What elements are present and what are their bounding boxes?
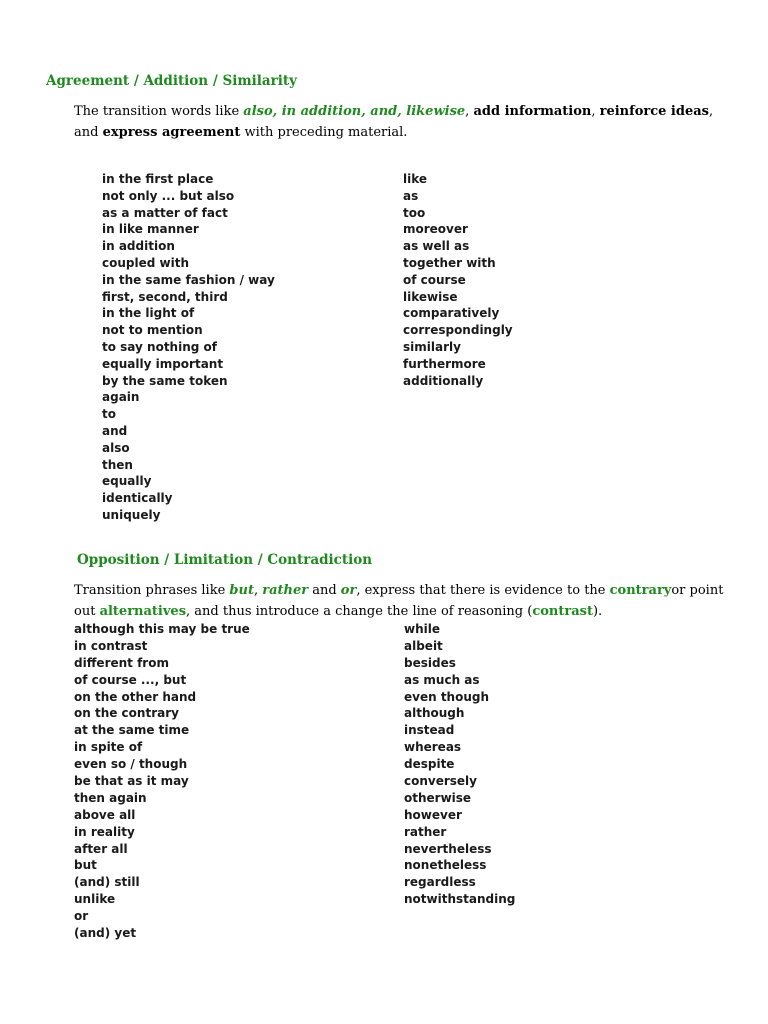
list-item: too xyxy=(403,205,426,220)
list-item: furthermore xyxy=(403,356,486,371)
intro-text: Transition phrases like xyxy=(74,583,230,598)
list-item: coupled with xyxy=(102,255,189,270)
intro-text: , xyxy=(465,104,474,119)
intro-example: rather xyxy=(262,583,309,598)
list-item: nonetheless xyxy=(404,858,487,873)
section-intro-agreement xyxy=(74,101,734,143)
list-item: even though xyxy=(404,689,490,704)
list-item: in the same fashion / way xyxy=(102,272,275,287)
list-item: then again xyxy=(74,790,147,805)
list-item: in the first place xyxy=(102,172,214,186)
intro-text: or point out xyxy=(74,583,724,619)
list-item: and xyxy=(102,423,128,438)
intro-text: , xyxy=(591,104,600,119)
list-item: rather xyxy=(404,824,447,839)
list-item: in spite of xyxy=(74,740,143,755)
list-item: not to mention xyxy=(102,323,203,338)
list-item: (and) still xyxy=(74,875,140,890)
word-list-agreement-left xyxy=(102,171,275,524)
list-item: in reality xyxy=(74,824,135,839)
intro-text: The transition words like xyxy=(74,104,244,119)
list-item: albeit xyxy=(404,638,443,653)
list-item: while xyxy=(404,622,440,636)
list-item: equally xyxy=(102,474,152,489)
list-item: on the other hand xyxy=(74,689,197,704)
intro-example: or xyxy=(340,583,357,598)
list-item: notwithstanding xyxy=(404,892,516,907)
list-item: again xyxy=(102,390,140,405)
list-item: identically xyxy=(102,491,173,506)
list-item: after all xyxy=(74,841,128,856)
list-item: despite xyxy=(404,757,455,772)
list-item: different from xyxy=(74,655,169,670)
list-item: in addition xyxy=(102,239,175,254)
list-item: also xyxy=(102,440,130,455)
list-item: as well as xyxy=(403,239,470,254)
list-item: unlike xyxy=(74,892,116,907)
word-list-opposition-left xyxy=(74,621,250,942)
list-item: however xyxy=(404,807,462,822)
list-item: nevertheless xyxy=(404,841,492,856)
list-item: on the contrary xyxy=(74,706,179,721)
list-item: but xyxy=(74,858,97,873)
intro-green-term: contrast xyxy=(532,604,593,619)
intro-bold-term: reinforce ideas xyxy=(599,104,709,119)
list-item: of course ..., but xyxy=(74,672,187,687)
list-item: whereas xyxy=(404,740,462,755)
intro-text: , xyxy=(253,583,263,598)
list-item: moreover xyxy=(403,222,468,237)
list-item: above all xyxy=(74,807,136,822)
intro-bold-term: add information xyxy=(473,104,592,119)
list-item: uniquely xyxy=(102,507,161,522)
list-item: correspondingly xyxy=(403,323,513,338)
list-item: similarly xyxy=(403,339,461,354)
list-item: comparatively xyxy=(403,306,500,321)
list-item: as much as xyxy=(404,672,480,687)
list-item: in the light of xyxy=(102,306,195,321)
list-item: as a matter of fact xyxy=(102,205,228,220)
list-item: instead xyxy=(404,723,455,738)
list-item: to xyxy=(102,407,116,422)
word-list-opposition-right xyxy=(404,621,515,908)
list-item: besides xyxy=(404,655,456,670)
list-item: first, second, third xyxy=(102,289,228,304)
list-item: by the same token xyxy=(102,373,228,388)
list-item: together with xyxy=(403,255,496,270)
list-item: like xyxy=(403,172,428,186)
intro-text: ). xyxy=(592,604,603,619)
section-heading-opposition: Opposition / Limitation / Contradiction xyxy=(77,552,373,568)
list-item: not only ... but also xyxy=(102,188,235,203)
list-item: otherwise xyxy=(404,790,472,805)
list-item: even so / though xyxy=(74,757,188,772)
section-heading-agreement: Agreement / Addition / Similarity xyxy=(46,73,297,89)
list-item: at the same time xyxy=(74,723,190,738)
list-item: regardless xyxy=(404,875,476,890)
list-item: in like manner xyxy=(102,222,199,237)
word-list-agreement-right xyxy=(403,171,513,389)
intro-text: , and xyxy=(74,104,714,140)
intro-text: , and thus introduce a change the line of reasoning ( xyxy=(186,604,533,619)
list-item: equally important xyxy=(102,356,224,371)
intro-text: and xyxy=(308,583,341,598)
intro-green-term: alternatives xyxy=(99,604,187,619)
list-item: although xyxy=(404,706,465,721)
section-intro-opposition xyxy=(74,580,734,622)
list-item: although this may be true xyxy=(74,622,250,636)
list-item: be that as it may xyxy=(74,774,189,789)
intro-examples: also, in addition, and, likewise xyxy=(243,104,466,119)
intro-text: with preceding material. xyxy=(240,125,408,140)
list-item: then xyxy=(102,457,133,472)
list-item: to say nothing of xyxy=(102,339,217,354)
list-item: as xyxy=(403,188,419,203)
intro-green-term: contrary xyxy=(609,583,672,598)
list-item: (and) yet xyxy=(74,926,137,941)
intro-bold-term: express agreement xyxy=(102,125,241,140)
list-item: conversely xyxy=(404,774,477,789)
list-item: or xyxy=(74,909,89,924)
list-item: in contrast xyxy=(74,638,148,653)
list-item: likewise xyxy=(403,289,458,304)
intro-example: but xyxy=(229,583,254,598)
list-item: of course xyxy=(403,272,466,287)
list-item: additionally xyxy=(403,373,484,388)
intro-text: , express that there is evidence to the xyxy=(356,583,610,598)
